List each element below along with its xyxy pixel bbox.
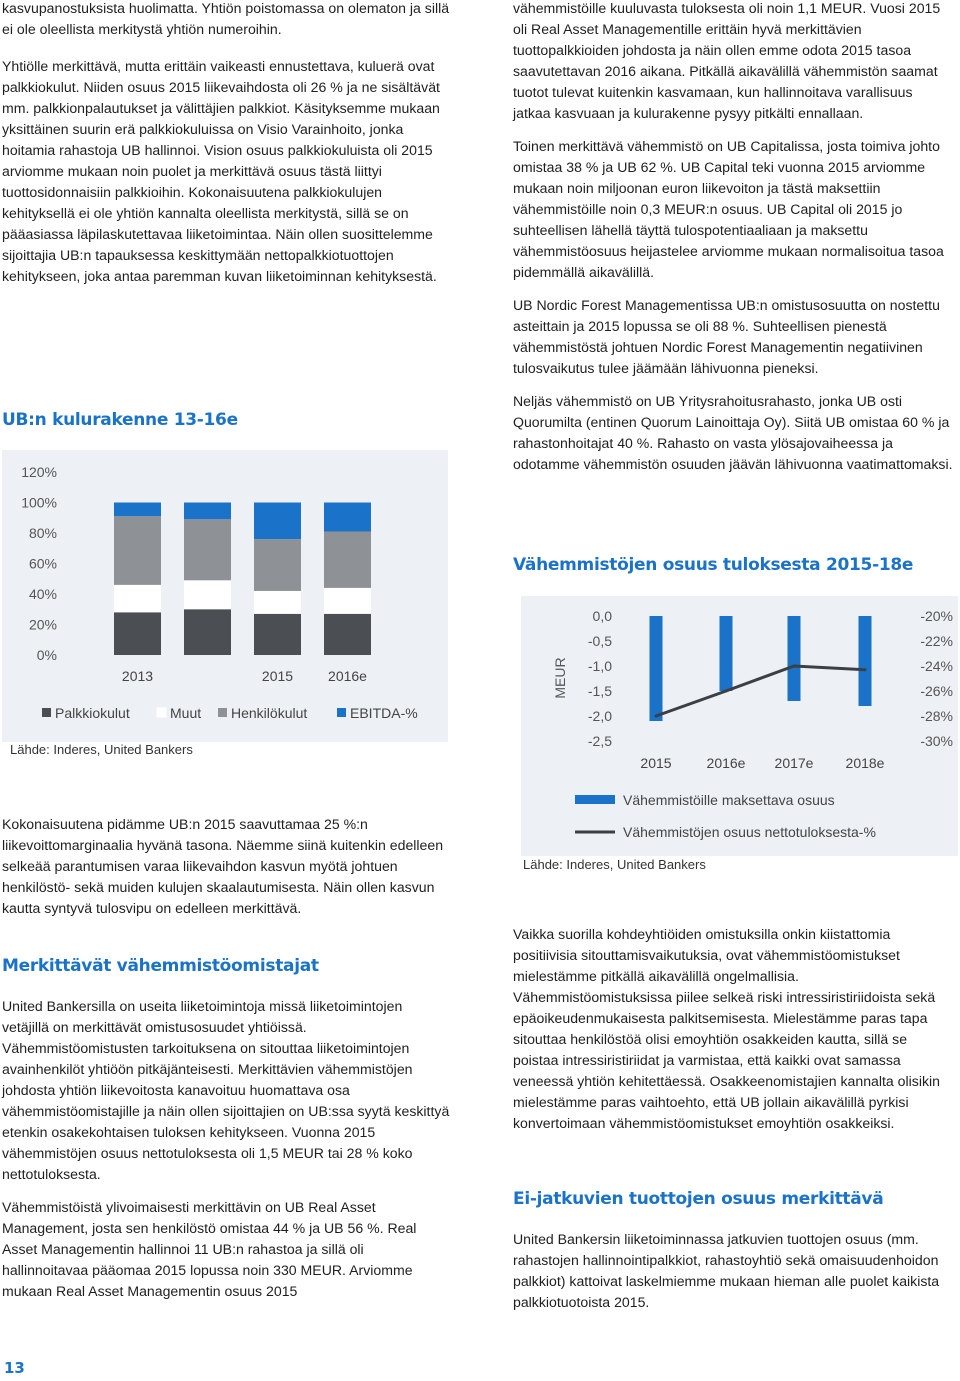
y-tick-right: -28%: [920, 708, 953, 724]
line-point-2018e: [864, 668, 867, 671]
right-paragraph-1: vähemmistöille kuuluvasta tuloksesta oli noin 1,1 MEUR. Vuosi 2015 oli Real Asset Managementille erittäin hyvä merkittävien tuottopalkkioiden johdosta ja näin ollen emme odota 2015 tasoa saavutettavan 2016 aikana. Pitkällä aikavälillä vähemmistön saamat tuotot tulevat kuitenkin kasvamaan, kun hallinnoitava varallisuus jatkaa kasvuaan ja kulurakenne pysyy pitkälti ennallaan.: [513, 0, 941, 121]
legend-swatch: [337, 708, 346, 717]
bar-segment-palkkiokulut-2013: [114, 612, 161, 655]
bar-segment-muut-2015: [254, 591, 301, 614]
legend-label: Vähemmistöjen osuus nettotuloksesta-%: [623, 824, 876, 840]
right-paragraph-4: Neljäs vähemmistö on UB Yritysrahoitusrahasto, jonka UB osti Quorumilta (entinen Quorum Lainoittaja Oy). Siitä UB omistaa 60 % ja rahastonhoitajat 40 %. Rahasto on vasta ylösajovaiheessa ja odotamme vähemmistön osuuden jäävän lähivuonna vaatimattomaksi.: [513, 393, 953, 472]
page-number: 13: [4, 1359, 25, 1377]
legend-label: Palkkiokulut: [55, 705, 130, 721]
minority-chart-title: Vähemmistöjen osuus tuloksesta 2015-18e: [513, 555, 914, 575]
x-tick-label: 2015: [640, 755, 672, 771]
bar-segment-ebitda--2014: [184, 503, 231, 520]
line-point-2017e: [793, 665, 796, 668]
line-series: [656, 666, 865, 716]
y-tick-label: 60%: [28, 555, 57, 572]
after-chart-paragraph: Kokonaisuutena pidämme UB:n 2015 saavuttamaa 25 %:n liikevoittomarginaalia hyvänä tasona. Näemme siinä kuitenkin edelleen selkeää parantumisen varaa liikevaihdon kasvun myötä johtuen henkilöstö- sekä muiden kulujen skaalautumisesta. Näin ollen kasvun kautta syntyvä tulosvipu on edelleen merkittävä.: [2, 816, 444, 916]
intro-text: [2, 0, 452, 299]
bar-segment-palkkiokulut-2015: [254, 614, 301, 655]
x-tick-label: 2016e: [328, 668, 367, 684]
x-tick-label: 2018e: [845, 755, 885, 771]
y-tick-right: -26%: [920, 683, 953, 699]
cost-structure-chart: [2, 450, 448, 742]
x-tick-label: 2013: [121, 668, 154, 684]
non-recurring-paragraph: United Bankersin liiketoiminnassa jatkuvien tuottojen osuus (mm. rahastojen hallinnointipalkkiot, rahastoyhtiö sekä omaisuudenhoidon palkkiot) kattoivat laskelmiemme mukaan hieman alle puolet kaikista palkkiotuotoista 2015.: [513, 1231, 940, 1310]
bar-segment-henkil-kulut-2015: [254, 539, 301, 591]
legend-label: Henkilökulut: [231, 705, 308, 721]
right-after-chart-paragraph: Vaikka suorilla kohdeyhtiöiden omistuksilla onkin kiistattomia positiivisia sitouttamisvaikutuksia, ovat vähemmistöomistukset mielestämme pitkällä aikavälillä ongelmallisia. Vähemmistöomistuksissa piilee selkeä riski intressiristiriidoista sekä epäoikeudenmukaisesta palkitsemisesta. Mielestämme paras tapa sitouttaa henkilöstöä olisi emoyhtiön osakkeiden kautta, sillä se poistaa intressiristiriidat ja varmistaa, että kaikki ovat samassa veneessä yhtiön kehitettäessä. Osakkeenomistajien kannalta olisikin mielestämme paras vaihtoehto, että UB jollain aikavälillä pyrkisi konvertoimaan vähemmistöomistukset emoyhtiön osakkeiksi.: [513, 926, 940, 1131]
y-tick-label: 100%: [21, 494, 57, 511]
minority-paragraph-2: Vähemmistöistä ylivoimaisesti merkittävin on UB Real Asset Management, josta sen henkilöstö omistaa 44 % ja UB 56 %. Real Asset Managementin hallinnoi 11 UB:n rahastoa ja sillä oli hallinnoitavaa pääomaa 2015 lopussa noin 330 MEUR. Arviomme mukaan Real Asset Managementin osuus 2015: [2, 1199, 417, 1299]
y-tick-right: -30%: [920, 733, 953, 749]
y-tick-left: -1,5: [587, 683, 612, 699]
y-axis-title: MEUR: [552, 657, 568, 699]
x-tick-label: 2016e: [706, 755, 746, 771]
bar-segment-palkkiokulut-2014: [184, 609, 231, 655]
legend-swatch-bar: [575, 795, 615, 804]
bar-2015: [650, 616, 663, 721]
bar-segment-ebitda--2015: [254, 503, 301, 540]
non-recurring-heading: Ei-jatkuvien tuottojen osuus merkittävä: [513, 1189, 884, 1209]
bar-segment-palkkiokulut-2016e: [324, 614, 371, 655]
bar-segment-ebitda--2013: [114, 503, 161, 517]
bar-segment-henkil-kulut-2016e: [324, 531, 371, 587]
y-tick-label: 40%: [28, 586, 57, 602]
bar-segment-henkil-kulut-2013: [114, 516, 161, 585]
bar-2017e: [788, 616, 801, 701]
minority-owners-heading: Merkittävät vähemmistöomistajat: [2, 956, 319, 976]
minority-owners-text: [2, 996, 452, 1314]
y-tick-left: 0,0: [592, 608, 612, 624]
y-tick-left: -2,0: [587, 708, 612, 724]
y-tick-label: 0%: [36, 647, 57, 663]
legend-label: EBITDA-%: [350, 705, 418, 721]
bar-segment-muut-2016e: [324, 588, 371, 614]
y-tick-left: -1,0: [587, 658, 612, 674]
intro-paragraph-1: kasvupanostuksista huolimatta. Yhtiön poistomassa on olematon ja sillä ei ole oleellista merkitystä yhtiön numeroihin.: [2, 0, 450, 37]
legend-swatch: [157, 708, 166, 717]
cost-structure-chart-svg: [2, 450, 448, 742]
line-point-2016e: [725, 690, 728, 693]
line-point-2015: [655, 715, 658, 718]
x-tick-label: 2017e: [774, 755, 814, 771]
legend-swatch: [218, 708, 227, 717]
y-tick-left: -0,5: [587, 633, 612, 649]
right-paragraph-2: Toinen merkittävä vähemmistö on UB Capitalissa, josta toimiva johto omistaa 38 % ja UB 62 %. UB Capital teki vuonna 2015 arviomme mukaan noin miljoonan euron liikevoiton ja tästä maksettiin vähemmistöille noin 0,3 MEUR:n osuus. UB Capital oli 2015 jo suhteellisen lähellä täyttä tulospotentiaaliaan ja maksettu vähemmistöosuus heijastelee arviomme mukaan normalisoitua tasoa pidemmällä aikavälillä.: [513, 138, 944, 280]
bar-2016e: [720, 616, 733, 691]
minority-share-chart-svg: [521, 596, 958, 856]
minority-paragraph-1: United Bankersilla on useita liiketoimintoja missä liiketoimintojen vetäjillä on merkittävät omistusosuudet yhtiöissä. Vähemmistöomistusten tarkoituksena on sitouttaa liiketoimintojen avainhenkilöt yhtiöön pitkäjänteisesti. Merkittävien vähemmistöjen johdosta yhtiön liikevoitosta kanavoituu huomattava osa vähemmistöomistajille ja näin ollen sijoittajien on UB:ssa syytä keskittyä etenkin osakekohtaisen tuloksen kehitykseen. Vuonna 2015 vähemmistöjen osuus nettotuloksesta oli 1,5 MEUR tai 28 % koko nettotuloksesta.: [2, 998, 450, 1182]
y-tick-right: -22%: [920, 633, 953, 649]
y-tick-label: 20%: [28, 616, 57, 633]
intro-paragraph-2: Yhtiölle merkittävä, mutta erittäin vaikeasti ennustettava, kuluerä ovat palkkiokulut. Niiden osuus 2015 liikevaihdosta oli 26 % ja ne sisältävät mm. palkkionpalautukset ja välittäjien palkkiot. Käsityksemme mukaan yksittäinen suurin erä palkkiokuluissa on Visio Varainhoito, jonka hoitamia rahastoja UB hallinnoi. Vision osuus palkkiokuluista oli 2015 arviomme mukaan noin puolet ja merkittävä osuus tästä liittyi tuottosidonnaisiin palkkioihin. Kokonaisuutena palkkiokulujen kehityksellä ei ole yhtiön kannalta oleellista merkitystä, sillä se on pääasiassa läpilaskutettavaa liiketoimintaa. Näin ollen suosittelemme sijoittajia UB:n tapauksessa keskittymään nettopalkkiotuottojen kehitykseen, joka antaa paremman kuvan liiketoiminnan kehityksestä.: [2, 58, 440, 284]
x-tick-label: 2015: [261, 668, 294, 684]
y-tick-label: 120%: [21, 464, 57, 480]
legend-swatch: [42, 708, 51, 717]
y-tick-label: 80%: [28, 525, 57, 541]
minority-share-chart: [521, 596, 958, 856]
bar-segment-muut-2014: [184, 580, 231, 609]
y-tick-right: -24%: [920, 658, 953, 674]
legend-label: Vähemmistöille maksettava osuus: [623, 792, 835, 808]
legend-label: Muut: [170, 705, 202, 721]
cost-chart-source: Lähde: Inderes, United Bankers: [10, 742, 193, 757]
minority-chart-source: Lähde: Inderes, United Bankers: [523, 857, 706, 872]
bar-segment-muut-2013: [114, 585, 161, 612]
y-tick-left: -2,5: [587, 733, 612, 749]
y-tick-right: -20%: [920, 608, 953, 624]
bar-segment-henkil-kulut-2014: [184, 519, 231, 580]
right-text: [513, 0, 953, 487]
bar-2018e: [859, 616, 872, 706]
bar-segment-ebitda--2016e: [324, 503, 371, 532]
right-paragraph-3: UB Nordic Forest Managementissa UB:n omistusosuutta on nostettu asteittain ja 2015 lopussa se oli 88 %. Suhteellisen pienestä vähemmistöstä johtuen Nordic Forest Managementin negatiivinen tulosvaikutus tulee jäämään lähivuonna pieneksi.: [513, 297, 940, 376]
cost-chart-title: UB:n kulurakenne 13-16e: [2, 410, 238, 430]
